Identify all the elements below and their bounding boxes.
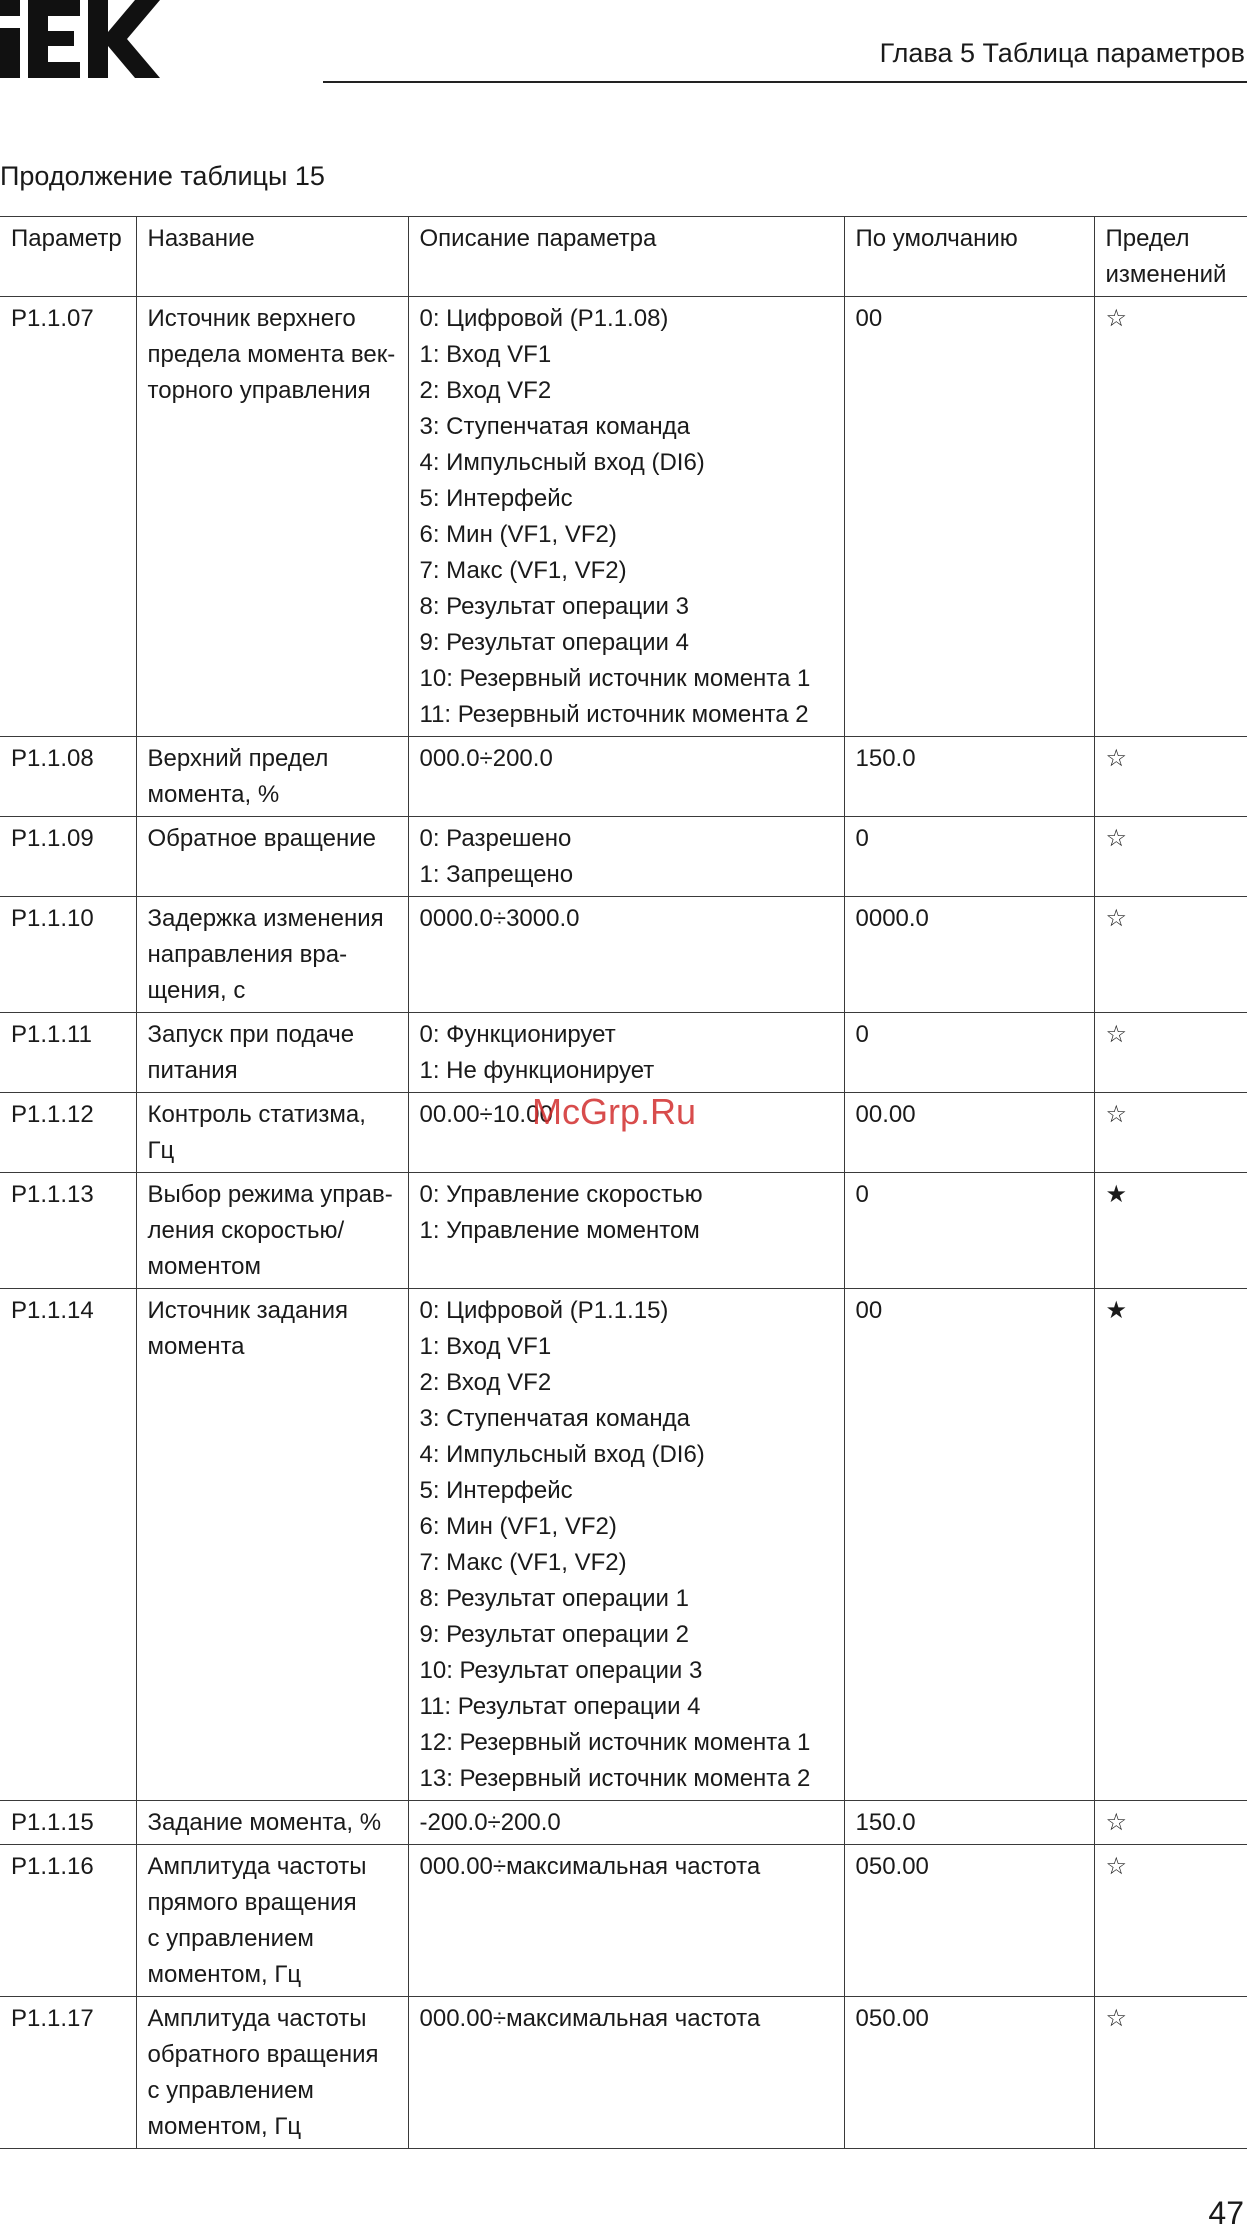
parameter-description [408,897,844,1013]
table-row [0,817,1247,897]
parameter-description [408,1845,844,1997]
parameter-description-line: 9: Результат операции 4 [419,629,689,656]
parameter-default: 150.0 [844,1801,1094,1845]
parameter-default: 0 [844,1013,1094,1093]
table-row [0,1013,1247,1093]
parameter-description-line: 2: Вход VF2 [419,1369,552,1396]
column-header-limit: Предел изменений [1094,217,1247,297]
parameter-description-line: 3: Ступенчатая команда [419,1405,691,1432]
parameter-description-line: 5: Интерфейс [419,1477,573,1504]
parameter-description [408,1173,844,1289]
parameter-limit [1094,297,1247,737]
parameter-name [136,1173,408,1289]
parameter-code: P1.1.14 [0,1289,136,1801]
parameter-description-line: 1: Вход VF1 [419,1333,552,1360]
parameters-table [0,216,1247,2149]
chapter-title: Глава 5 Таблица параметров [879,38,1245,68]
parameter-description [408,297,844,737]
parameter-description-line: 0: Цифровой (P1.1.15) [419,1297,669,1324]
parameter-name [136,1013,408,1093]
outline-star-icon: ☆ [1105,905,1128,932]
parameter-description [408,737,844,817]
parameter-default: 00 [844,1289,1094,1801]
column-header-name: Название [136,217,408,297]
parameter-name-line: торного управления [147,377,371,404]
page-number: 47 [1208,2195,1244,2231]
outline-star-icon: ☆ [1105,1021,1128,1048]
parameter-limit [1094,1093,1247,1173]
parameter-name-line: направления вра- [147,941,348,968]
column-header-default: По умолчанию [844,217,1094,297]
parameter-name-line: Источник задания [147,1297,348,1324]
parameter-name-line: предела момента век- [147,341,396,368]
parameter-description [408,817,844,897]
parameter-name [136,1289,408,1801]
watermark: McGrp.Ru [532,1091,697,1132]
parameter-code: P1.1.13 [0,1173,136,1289]
parameter-name-line: Амплитуда частоты [147,2005,367,2032]
parameter-name-line: моментом [147,1253,262,1280]
parameter-name-line: с управлением [147,1925,314,1952]
parameter-description-line: 4: Импульсный вход (DI6) [419,1441,705,1468]
table-row [0,1801,1247,1845]
parameter-description-line: 1: Управление моментом [419,1217,700,1244]
parameter-name-line: Задание момента, % [147,1809,382,1836]
parameter-name [136,1093,408,1173]
parameter-limit [1094,1801,1247,1845]
parameter-description-line: 0000.0÷3000.0 [419,905,580,932]
parameter-name-line: моментом, Гц [147,1961,302,1988]
parameter-limit [1094,1845,1247,1997]
parameter-code: P1.1.08 [0,737,136,817]
parameter-description-line: 0: Разрешено [419,825,572,852]
parameter-code: P1.1.07 [0,297,136,737]
parameter-name-line: питания [147,1057,238,1084]
table-row [0,897,1247,1013]
parameter-name-line: с управлением [147,2077,314,2104]
parameter-default: 050.00 [844,1997,1094,2149]
parameter-default: 0 [844,1173,1094,1289]
parameter-description-line: 1: Вход VF1 [419,341,552,368]
filled-star-icon: ★ [1105,1297,1128,1324]
parameter-name-line: Амплитуда частоты [147,1853,367,1880]
parameter-name [136,297,408,737]
parameter-code: P1.1.15 [0,1801,136,1845]
parameter-description-line: 00.00÷10.00 [419,1101,553,1128]
parameter-description-line: 11: Резервный источник момента 2 [419,701,809,728]
parameter-name-line: Контроль статизма, Гц [147,1101,366,1164]
parameter-name-line: щения, с [147,977,246,1004]
parameter-name [136,817,408,897]
parameter-description-line: 6: Мин (VF1, VF2) [419,1513,617,1540]
parameter-default: 00 [844,297,1094,737]
filled-star-icon: ★ [1105,1181,1128,1208]
outline-star-icon: ☆ [1105,2005,1128,2032]
parameter-code: P1.1.11 [0,1013,136,1093]
parameter-default: 050.00 [844,1845,1094,1997]
parameter-name-line: ления скоростью/ [147,1217,345,1244]
parameter-description-line: 5: Интерфейс [419,485,573,512]
parameter-description-line: 0: Функционирует [419,1021,616,1048]
column-header-parameter: Параметр [0,217,136,297]
parameter-name-line: Задержка изменения [147,905,384,932]
parameter-name-line: Верхний предел [147,745,329,772]
parameter-description [408,1997,844,2149]
parameter-limit [1094,817,1247,897]
parameter-name [136,1997,408,2149]
parameter-description-line: 3: Ступенчатая команда [419,413,691,440]
parameter-description-line: 4: Импульсный вход (DI6) [419,449,705,476]
parameter-name-line: обратного вращения [147,2041,379,2068]
table-row [0,1289,1247,1801]
parameter-description-line: 7: Макс (VF1, VF2) [419,1549,627,1576]
outline-star-icon: ☆ [1105,1853,1128,1880]
parameter-description-line: 13: Резервный источник момента 2 [419,1765,811,1792]
parameter-default: 00.00 [844,1093,1094,1173]
table-row [0,1845,1247,1997]
table-header-row [0,217,1247,297]
outline-star-icon: ☆ [1105,1101,1128,1128]
parameter-description-line: 10: Результат операции 3 [419,1657,703,1684]
parameter-name [136,737,408,817]
parameter-description [408,1013,844,1093]
parameter-default: 150.0 [844,737,1094,817]
outline-star-icon: ☆ [1105,745,1128,772]
iek-logo [0,0,160,78]
parameter-name-line: момента, % [147,781,280,808]
parameter-description [408,1289,844,1801]
parameter-limit [1094,737,1247,817]
outline-star-icon: ☆ [1105,305,1128,332]
parameter-name-line: Запуск при подаче [147,1021,355,1048]
outline-star-icon: ☆ [1105,1809,1128,1836]
outline-star-icon: ☆ [1105,825,1128,852]
parameter-description-line: -200.0÷200.0 [419,1809,561,1836]
parameter-name-line: прямого вращения [147,1889,357,1916]
parameter-default: 0000.0 [844,897,1094,1013]
parameter-default: 0 [844,817,1094,897]
parameter-description-line: 12: Резервный источник момента 1 [419,1729,811,1756]
parameter-description-line: 8: Результат операции 3 [419,593,689,620]
parameter-name-line: моментом, Гц [147,2113,302,2140]
parameter-limit [1094,897,1247,1013]
parameter-code: P1.1.16 [0,1845,136,1997]
parameter-description-line: 1: Не функционирует [419,1057,655,1084]
parameter-code: P1.1.09 [0,817,136,897]
parameter-limit [1094,1997,1247,2149]
parameter-name-line: Обратное вращение [147,825,376,852]
parameter-description-line: 0: Управление скоростью [419,1181,703,1208]
parameter-limit [1094,1013,1247,1093]
parameter-description-line: 7: Макс (VF1, VF2) [419,557,627,584]
parameter-description-line: 000.00÷максимальная частота [419,1853,761,1880]
table-row [0,297,1247,737]
table-row [0,1997,1247,2149]
parameter-name [136,1801,408,1845]
parameter-description-line: 6: Мин (VF1, VF2) [419,521,617,548]
parameter-code: P1.1.17 [0,1997,136,2149]
column-header-description: Описание параметра [408,217,844,297]
header-rule [323,81,1247,83]
parameter-name-line: момента [147,1333,245,1360]
parameter-name [136,1845,408,1997]
table-caption: Продолжение таблицы 15 [0,161,325,191]
parameter-description-line: 9: Результат операции 2 [419,1621,689,1648]
parameter-limit [1094,1173,1247,1289]
parameter-description-line: 1: Запрещено [419,861,574,888]
parameter-name-line: Выбор режима управ- [147,1181,393,1208]
parameter-description-line: 0: Цифровой (P1.1.08) [419,305,669,332]
parameter-code: P1.1.10 [0,897,136,1013]
parameter-description [408,1801,844,1845]
parameter-limit [1094,1289,1247,1801]
parameter-description-line: 000.00÷максимальная частота [419,2005,761,2032]
parameter-code: P1.1.12 [0,1093,136,1173]
table-row [0,737,1247,817]
parameter-description-line: 2: Вход VF2 [419,377,552,404]
parameter-name [136,897,408,1013]
table-row [0,1173,1247,1289]
parameter-description-line: 000.0÷200.0 [419,745,553,772]
parameter-description-line: 10: Резервный источник момента 1 [419,665,811,692]
parameter-name-line: Источник верхнего [147,305,356,332]
parameter-description-line: 8: Результат операции 1 [419,1585,689,1612]
table-body [0,297,1247,2149]
parameter-description-line: 11: Результат операции 4 [419,1693,701,1720]
